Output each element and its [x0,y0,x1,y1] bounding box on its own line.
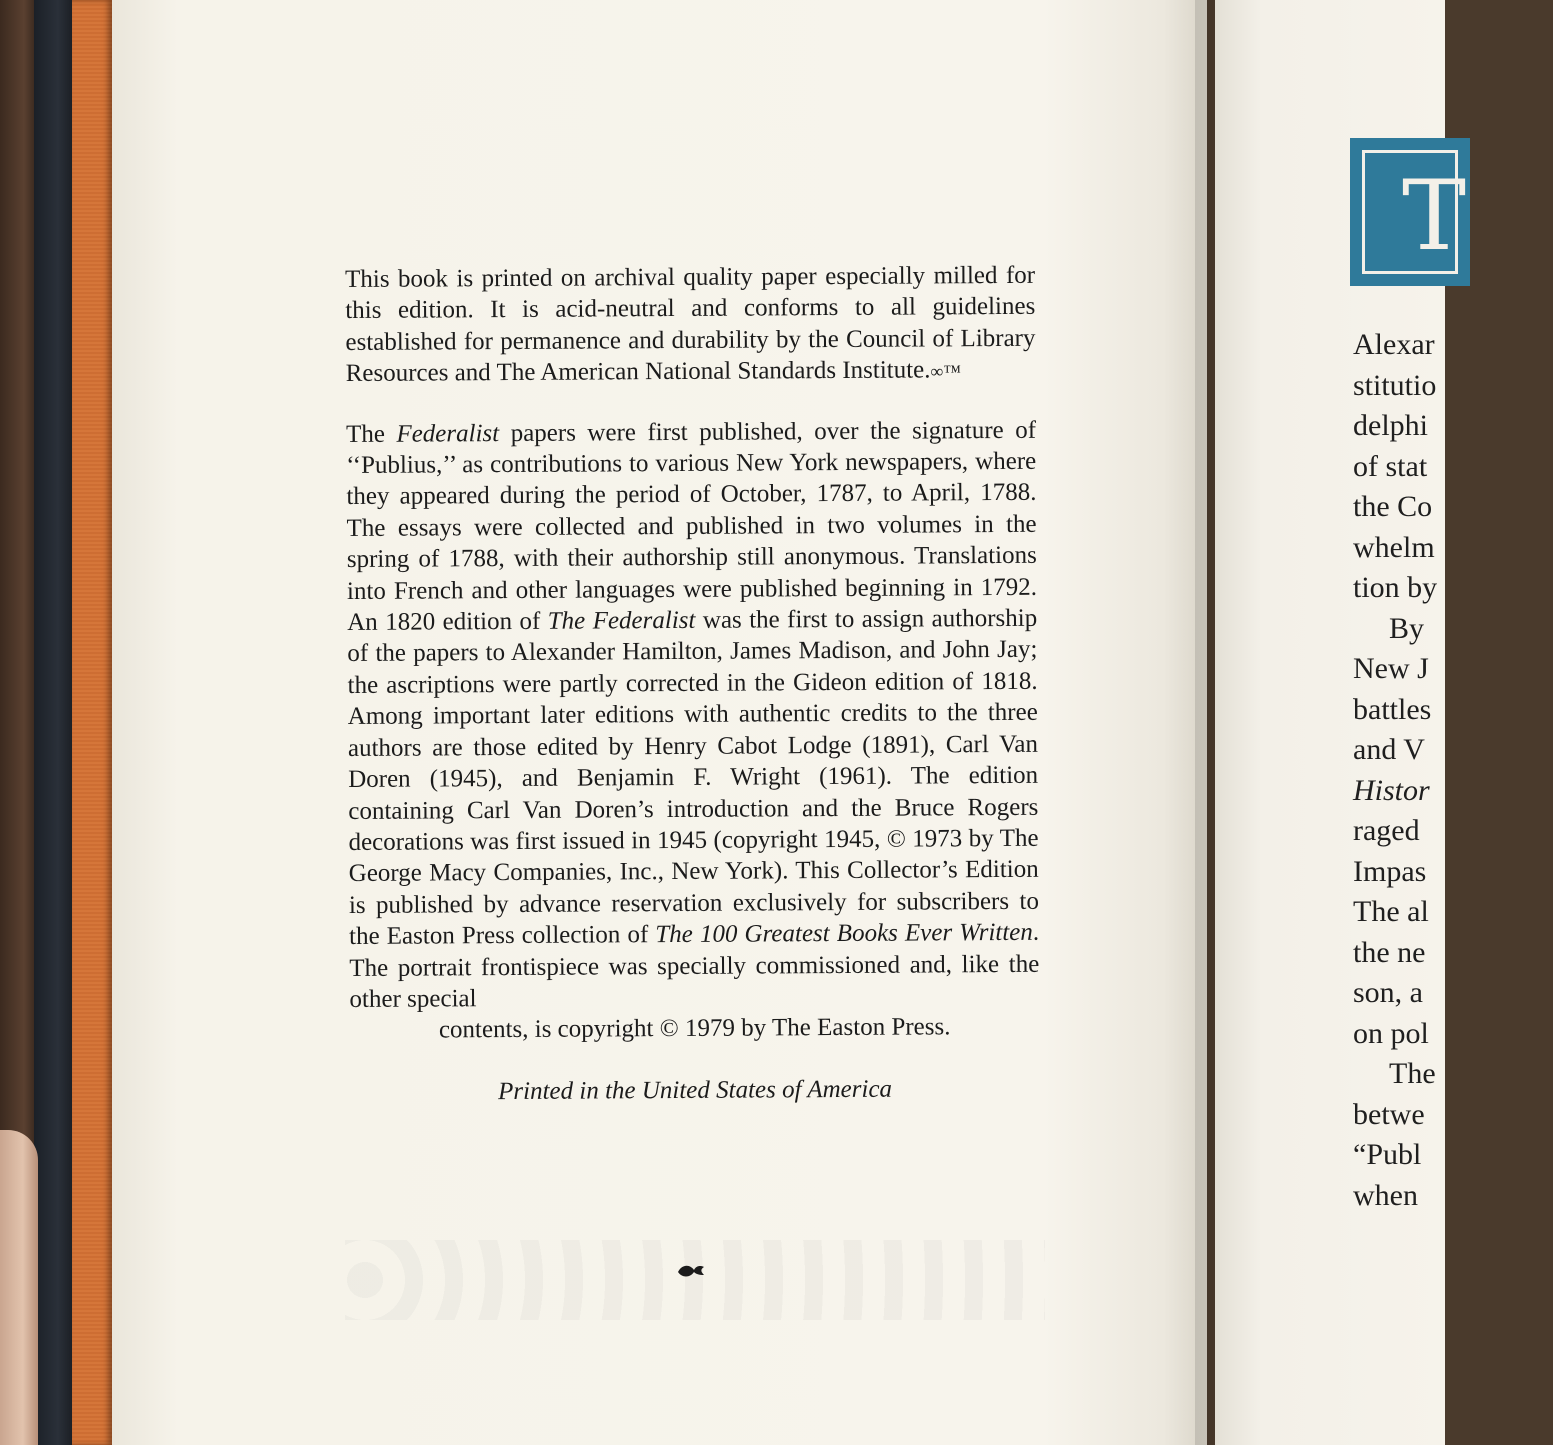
decorative-initial-block [1350,138,1470,286]
right-line: betwe [1353,1097,1425,1131]
initial-letter: T [1402,160,1467,272]
right-line: New J [1353,652,1429,685]
right-page-text [1353,325,1553,1216]
show-through-title [170,40,1030,145]
printed-in-usa: Printed in the United States of America [498,1075,893,1105]
right-line: Histor [1353,773,1430,807]
book-spine-cloth [72,0,112,1445]
archival-paper-note: This book is printed on archival quality paper especially milled for this edition. It is acid-neutral and conforms to all guidelines established for permanence and durability by the Council of Library Resources and The American National Standards Institute. [345,261,1036,388]
right-line: By [1389,611,1425,645]
holding-thumb [0,1130,38,1445]
right-line: on pol [1353,1016,1429,1050]
right-line: and V [1353,733,1425,766]
show-through-border [345,1240,1045,1320]
p2-text-d: . The portrait frontispiece was specially commissioned and, like the other special [349,918,1040,1013]
book-cover-board [34,0,74,1445]
right-line: the Co [1353,490,1433,523]
right-line: “Publ [1353,1138,1422,1171]
fleuron-ornament [676,1262,706,1280]
p2-text-c: was the first to assign authorship of the papers to Alexander Hamilton, James Madison, and John Jay; the ascriptions were partly corrected in the Gideon edition of 1818. Among important later editions with authentic credits to the three authors are those edited by Henry Cabot Lodge (1891), Carl Van Doren (1945), and Benjamin F. Wright (1961). The edition containing Carl Van Doren’s introduction and the Bruce Rogers decorations was first issued in 1945 (copyright 1945, © 1973 by The George Macy Companies, Inc., New York). This Collector’s Edition is published by advance reservation exclusively for subscribers to the Easton Press collection of [347,604,1039,951]
right-line: The al [1353,895,1429,928]
p2-title-the-federalist: The Federalist [547,606,696,635]
right-line: the ne [1353,935,1426,969]
right-line: The [1389,1057,1436,1090]
right-line: Alexar [1353,328,1435,361]
right-line: delphi [1353,409,1428,442]
p2-last-line: contents, is copyright © 1979 by The Easton Press. [438,1013,951,1044]
p2-text-a: The [345,420,397,448]
right-line: stitutio [1353,368,1437,402]
right-line: tion by [1353,571,1438,604]
right-line: when [1353,1178,1418,1212]
right-line: of stat [1353,449,1428,483]
colophon-paragraph-1 [345,260,1036,392]
colophon-text-block [345,260,1040,1108]
right-line: Impas [1353,854,1427,888]
right-line: battles [1353,692,1432,726]
p2-title-100-greatest: The 100 Greatest Books Ever Written [655,918,1033,949]
right-line: son, a [1353,976,1423,1009]
colophon-paragraph-2 [346,414,1040,1046]
right-line: raged [1353,814,1420,847]
p2-text-b: papers were first published, over the signature of ‘‘Publius,’’ as contributions to various New York newspapers, where they appeared during the period of October, 1787, to April, 1788. The essays were collected and published in two volumes in the spring of 1788, with their authorship still anonymous. Translations into French and other languages were published beginning in 1792. An 1820 edition of [346,416,1038,637]
right-line: whelm [1353,530,1435,564]
infinity-mark: ∞™ [930,361,962,382]
p2-title-federalist: Federalist [396,419,500,448]
